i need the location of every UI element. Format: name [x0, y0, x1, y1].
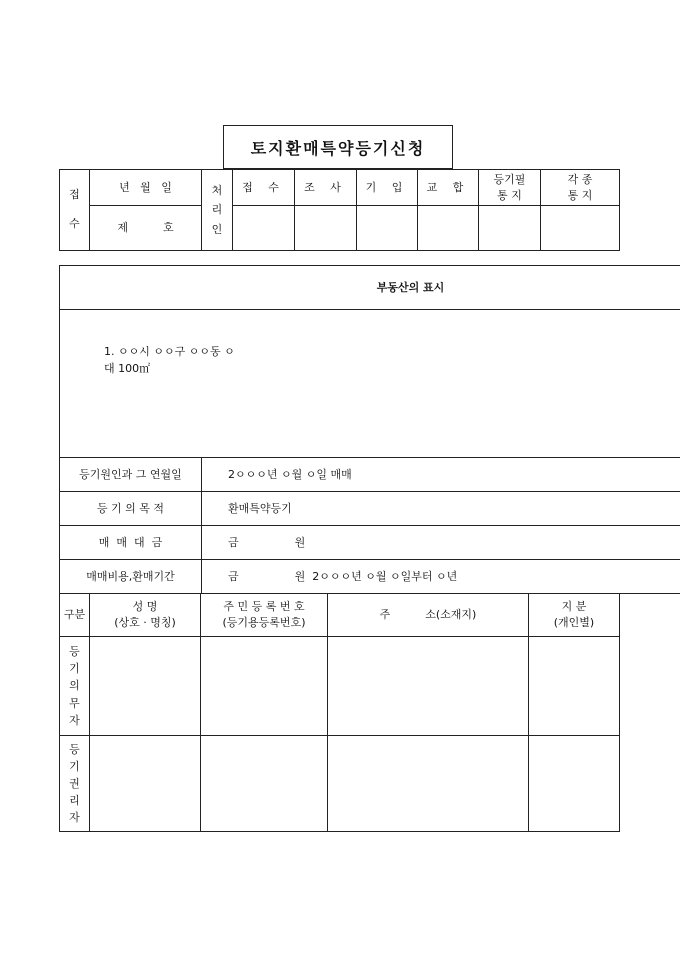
col-name: 성 명 (상호 · 명칭) — [90, 594, 201, 637]
property-heading: 부동산의 표시 — [60, 266, 680, 310]
col-investigation: 조 사 — [295, 170, 357, 206]
col-share: 지 분 (개인별) — [529, 594, 620, 637]
right-holder-address[interactable] — [328, 736, 529, 832]
property-line-2: 대 100㎡ — [104, 361, 151, 375]
col-division: 구분 — [60, 594, 90, 637]
col-id-number: 주 민 등 록 번 호 (등기용등록번호) — [201, 594, 328, 637]
cell-completion-notice[interactable] — [479, 206, 541, 251]
parties-table — [59, 593, 620, 832]
col-various-notice: 각 종 통 지 — [541, 170, 620, 206]
reception-label: 접 수 — [60, 170, 90, 251]
col-completion-notice: 등기필 통 지 — [479, 170, 541, 206]
obligor-address[interactable] — [328, 637, 529, 736]
right-holder-share[interactable] — [529, 736, 620, 832]
cell-receipt[interactable] — [233, 206, 295, 251]
row-label-right-holder: 등기권리자 — [60, 736, 90, 832]
right-holder-id[interactable] — [201, 736, 328, 832]
obligor-id[interactable] — [201, 637, 328, 736]
reception-table — [59, 169, 620, 251]
application-table — [59, 265, 680, 594]
field-label-price: 매 매 대 금 — [60, 526, 202, 560]
field-value-purpose[interactable]: 환매특약등기 — [202, 492, 680, 526]
col-receipt: 접 수 — [233, 170, 295, 206]
cell-investigation[interactable] — [295, 206, 357, 251]
cell-collation[interactable] — [418, 206, 479, 251]
obligor-share[interactable] — [529, 637, 620, 736]
obligor-name[interactable] — [90, 637, 201, 736]
col-collation: 교 합 — [418, 170, 479, 206]
cell-entry[interactable] — [357, 206, 418, 251]
field-label-cause: 등기원인과 그 연월일 — [60, 458, 202, 492]
col-entry: 기 입 — [357, 170, 418, 206]
field-label-costs-period: 매매비용,환매기간 — [60, 560, 202, 594]
row-label-obligor: 등기의무자 — [60, 637, 90, 736]
date-label: 년 월 일 — [90, 170, 202, 206]
right-holder-name[interactable] — [90, 736, 201, 832]
page-title: 토지환매특약등기신청 — [223, 125, 453, 169]
field-value-price[interactable]: 금 원 — [202, 526, 680, 560]
field-label-purpose: 등 기 의 목 적 — [60, 492, 202, 526]
processing-label: 처 리 인 — [202, 170, 233, 251]
property-description[interactable] — [60, 310, 680, 458]
property-line-1: 1. ㅇㅇ시 ㅇㅇ구 ㅇㅇ동 ㅇ — [104, 345, 235, 358]
field-value-costs-period[interactable]: 금 원 2ㅇㅇㅇ년 ㅇ월 ㅇ일부터 ㅇ년 — [202, 560, 680, 594]
cell-various-notice[interactable] — [541, 206, 620, 251]
field-value-cause[interactable]: 2ㅇㅇㅇ년 ㅇ월 ㅇ일 매매 — [202, 458, 680, 492]
col-address: 주 소(소재지) — [328, 594, 529, 637]
number-label: 제 호 — [90, 206, 202, 251]
